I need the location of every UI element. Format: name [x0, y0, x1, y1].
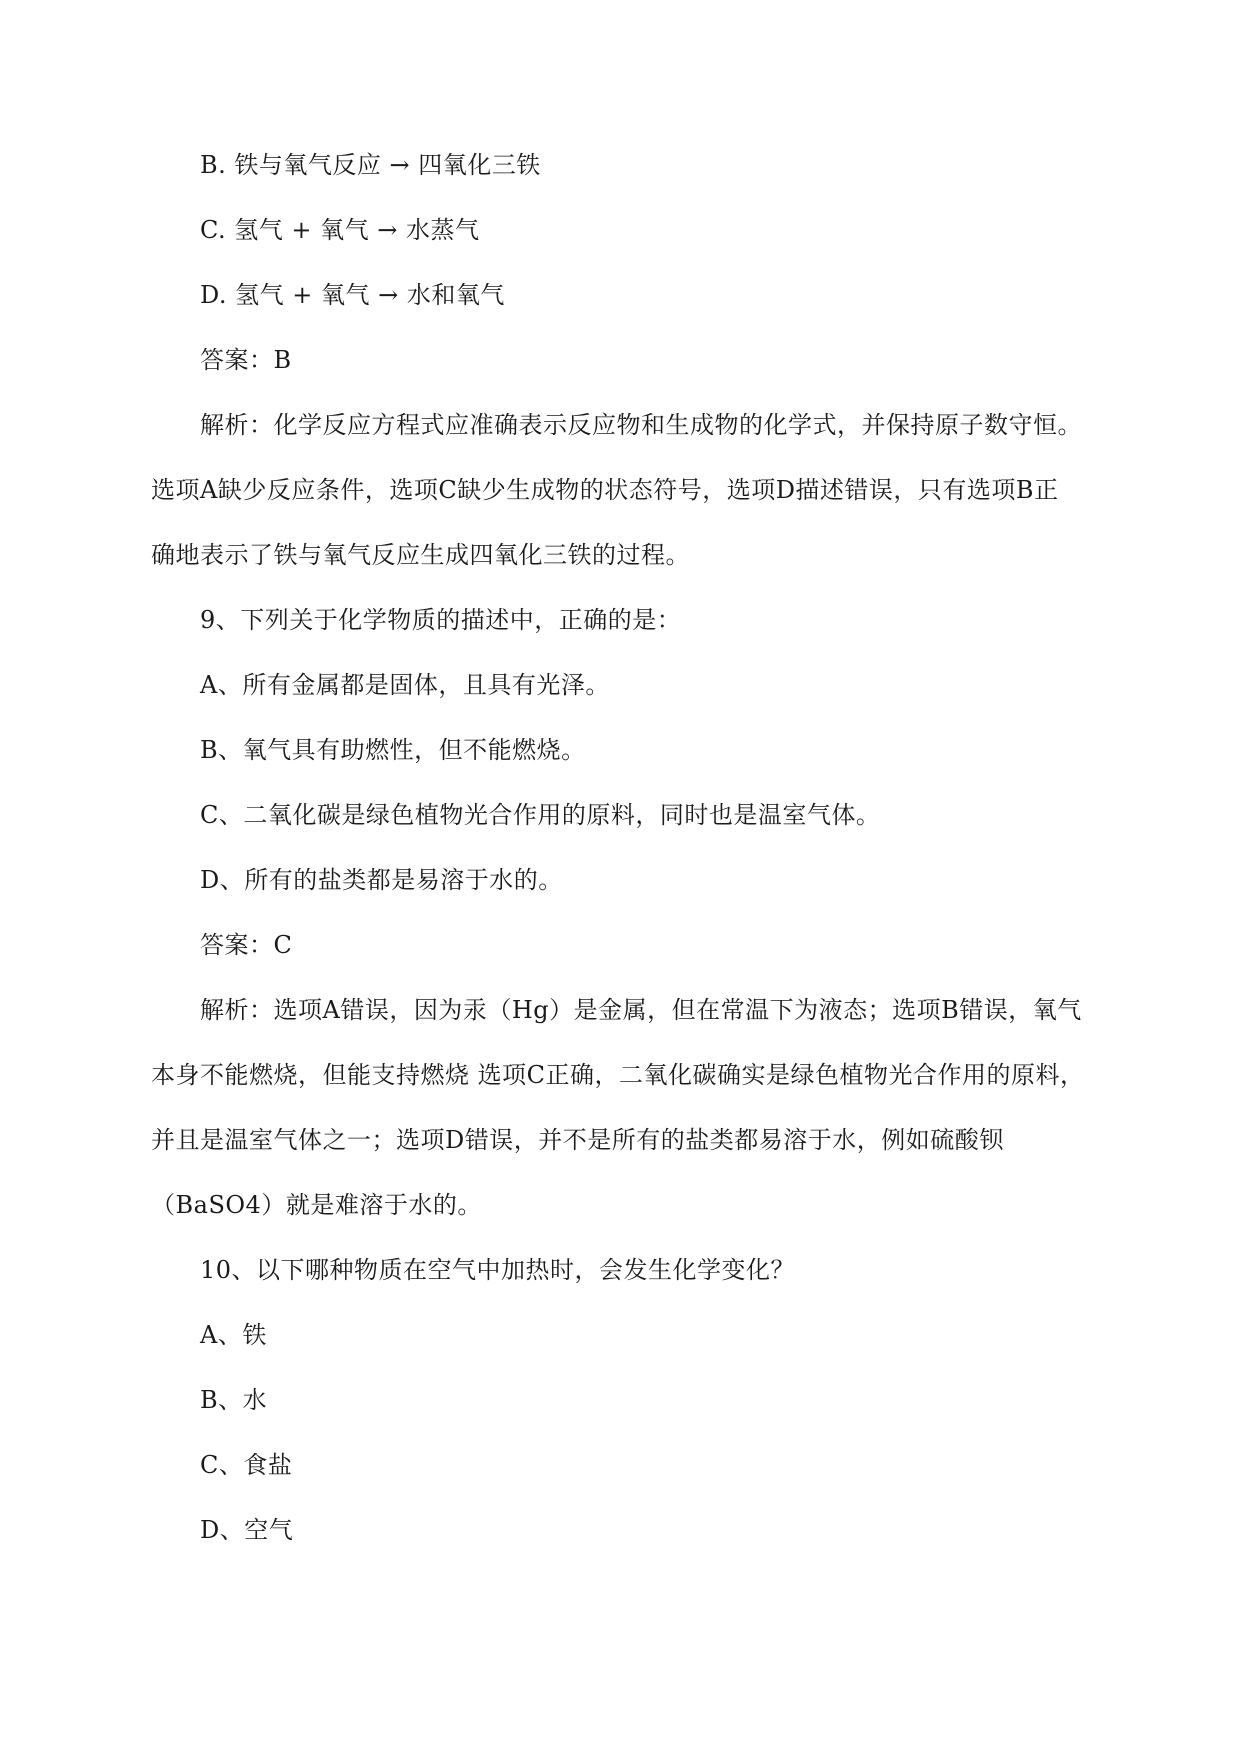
q10-option-a: A、铁	[200, 1321, 267, 1349]
q10-question: 10、以下哪种物质在空气中加热时，会发生化学变化？	[200, 1256, 796, 1284]
q9-option-d: D、所有的盐类都是易溶于水的。	[200, 866, 563, 894]
q10-option-b: B、水	[200, 1386, 268, 1414]
q8-analysis-line: 确地表示了铁与氧气反应生成四氧化三铁的过程。	[151, 541, 690, 569]
q8-option-d: D. 氢气 + 氧气 → 水和氧气	[200, 281, 505, 309]
q10-option-c: C、食盐	[200, 1451, 293, 1479]
q8-option-b: B. 铁与氧气反应 → 四氧化三铁	[200, 151, 541, 179]
q8-analysis-line: 选项A缺少反应条件，选项C缺少生成物的状态符号，选项D描述错误，只有选项B正	[151, 476, 1059, 504]
q9-answer: 答案：C	[200, 931, 293, 959]
q9-analysis-line: 本身不能燃烧，但能支持燃烧 选项C正确，二氧化碳确实是绿色植物光合作用的原料，	[151, 1061, 1085, 1089]
q9-option-c: C、二氧化碳是绿色植物光合作用的原料，同时也是温室气体。	[200, 801, 881, 829]
q10-option-d: D、空气	[200, 1516, 294, 1544]
q8-answer: 答案：B	[200, 346, 292, 374]
q9-analysis-line: 并且是温室气体之一；选项D错误，并不是所有的盐类都易溶于水，例如硫酸钡	[151, 1126, 1004, 1154]
q9-option-a: A、所有金属都是固体，且具有光泽。	[200, 671, 610, 699]
q9-analysis-line: （BaSO4）就是难溶于水的。	[151, 1191, 482, 1219]
q8-analysis-line: 解析：化学反应方程式应准确表示反应物和生成物的化学式，并保持原子数守恒。	[200, 411, 1082, 439]
q8-option-c: C. 氢气 + 氧气 → 水蒸气	[200, 216, 480, 244]
q9-question: 9、下列关于化学物质的描述中，正确的是：	[200, 606, 682, 634]
q9-option-b: B、氧气具有助燃性，但不能燃烧。	[200, 736, 586, 764]
q9-analysis-line: 解析：选项A错误，因为汞（Hg）是金属，但在常温下为液态；选项B错误，氧气	[200, 996, 1082, 1024]
